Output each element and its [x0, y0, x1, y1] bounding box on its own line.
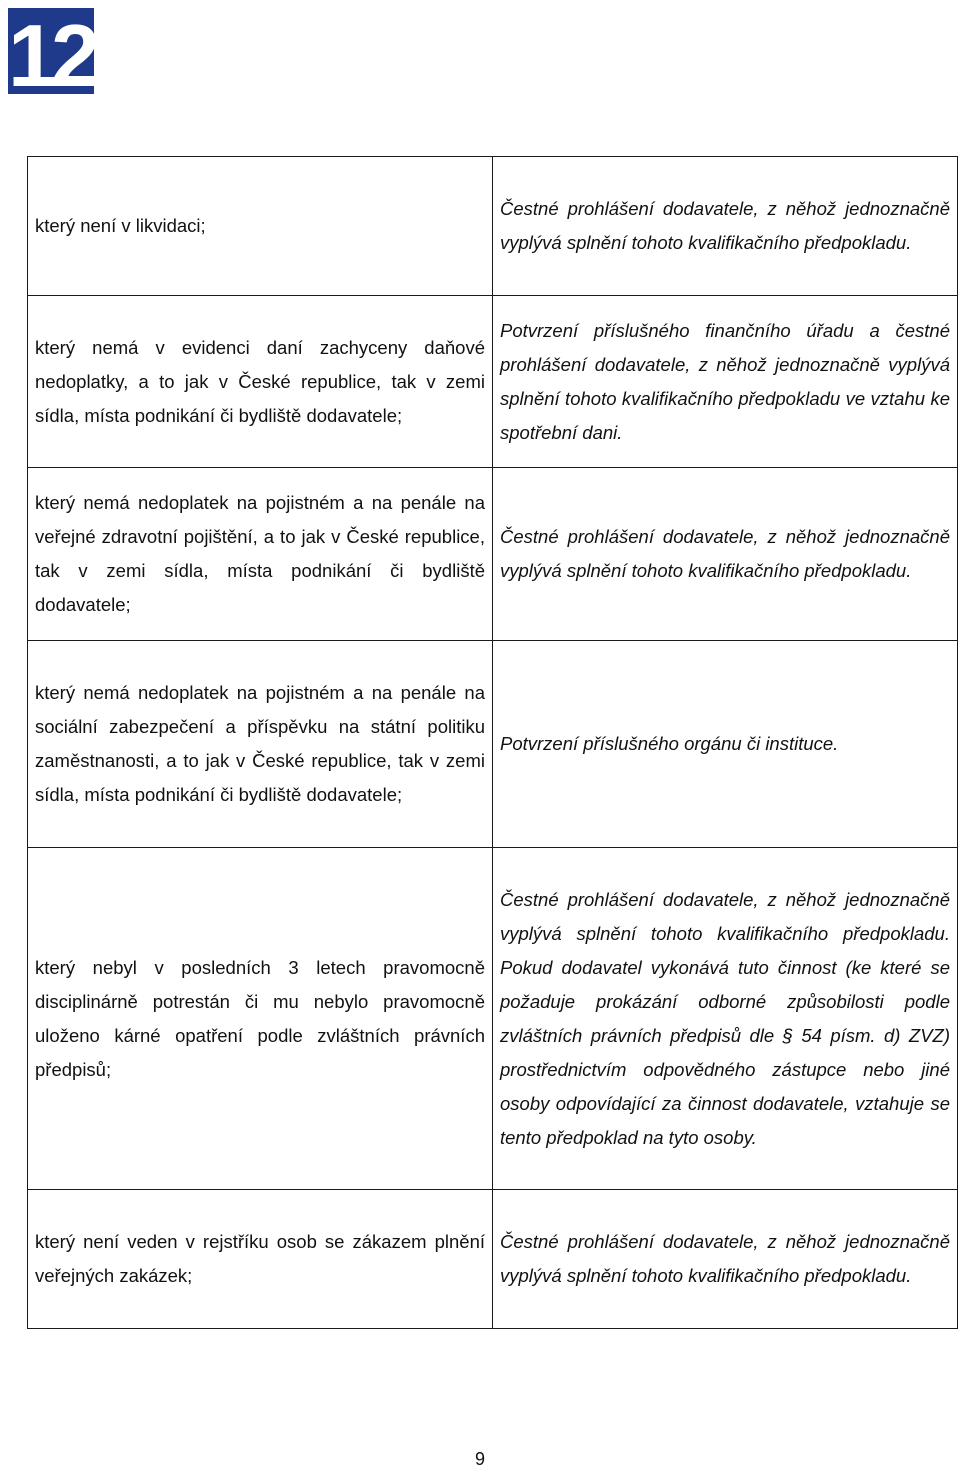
evidence-cell: Čestné prohlášení dodavatele, z něhož jednoznačně vyplývá splnění tohoto kvalifikačního předpokladu. — [493, 1190, 958, 1329]
table-row — [28, 848, 958, 1190]
requirement-cell: který nemá nedoplatek na pojistném a na penále na veřejné zdravotní pojištění, a to jak v České republice, tak v zemi sídla, místa podnikání či bydliště dodavatele; — [28, 468, 493, 641]
table-row — [28, 468, 958, 641]
requirement-cell: který nebyl v posledních 3 letech pravomocně disciplinárně potrestán či mu nebylo pravomocně uloženo kárné opatření podle zvláštních právních předpisů; — [28, 848, 493, 1190]
page-number: 9 — [474, 1449, 485, 1469]
requirement-cell: který není v likvidaci; — [28, 157, 493, 296]
evidence-cell: Čestné prohlášení dodavatele, z něhož jednoznačně vyplývá splnění tohoto kvalifikačního předpokladu. — [493, 157, 958, 296]
evidence-cell: Čestné prohlášení dodavatele, z něhož jednoznačně vyplývá splnění tohoto kvalifikačního předpokladu. Pokud dodavatel vykonává tuto činnost (ke které se požaduje prokázání odborné způsobilosti podle zvláštních právních předpisů dle § 54 písm. d) ZVZ) prostřednictvím odpovědného zástupce nebo jiné osoby odpovídající za činnost dodavatele, vztahuje se tento předpoklad na tyto osoby. — [493, 848, 958, 1190]
qualification-requirements-table — [27, 156, 958, 1329]
evidence-cell: Čestné prohlášení dodavatele, z něhož jednoznačně vyplývá splnění tohoto kvalifikačního předpokladu. — [493, 468, 958, 641]
evidence-cell: Potvrzení příslušného orgánu či instituce. — [493, 641, 958, 848]
logo-text: 12 — [8, 8, 94, 94]
logo-12 — [8, 8, 94, 94]
requirement-cell: který nemá nedoplatek na pojistném a na penále na sociální zabezpečení a příspěvku na státní politiku zaměstnanosti, a to jak v České republice, tak v zemi sídla, místa podnikání či bydliště dodavatele; — [28, 641, 493, 848]
table-row — [28, 157, 958, 296]
table-row — [28, 296, 958, 468]
table-row — [28, 1190, 958, 1329]
requirement-cell: který není veden v rejstříku osob se zákazem plnění veřejných zakázek; — [28, 1190, 493, 1329]
table-row — [28, 641, 958, 848]
requirement-cell: který nemá v evidenci daní zachyceny daňové nedoplatky, a to jak v České republice, tak v zemi sídla, místa podnikání či bydliště dodavatele; — [28, 296, 493, 468]
evidence-cell: Potvrzení příslušného finančního úřadu a čestné prohlášení dodavatele, z něhož jednoznačně vyplývá splnění tohoto kvalifikačního předpokladu ve vztahu ke spotřební dani. — [493, 296, 958, 468]
